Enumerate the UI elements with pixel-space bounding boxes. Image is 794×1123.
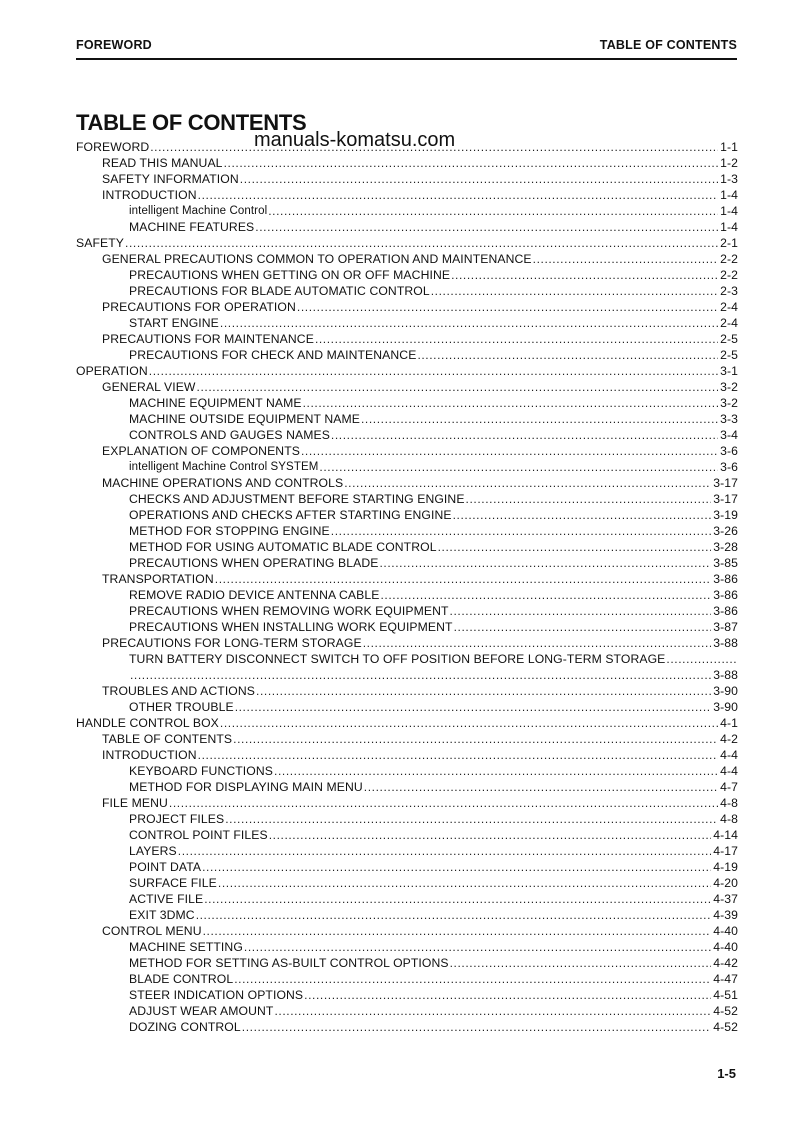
toc-entry-title: EXIT 3DMC bbox=[129, 908, 195, 922]
toc-entry bbox=[76, 586, 738, 602]
toc-entry bbox=[76, 778, 738, 794]
toc-leader-dots bbox=[466, 492, 712, 506]
toc-entry-page: 4-8 bbox=[720, 796, 738, 810]
toc-entry bbox=[76, 346, 738, 362]
toc-leader-dots bbox=[268, 204, 718, 218]
toc-entry bbox=[76, 698, 738, 714]
toc-entry-title: METHOD FOR SETTING AS-BUILT CONTROL OPTIONS bbox=[129, 956, 449, 970]
toc-entry-page: 3-87 bbox=[713, 620, 738, 634]
toc-entry bbox=[76, 506, 738, 522]
toc-entry-title: POINT DATA bbox=[129, 860, 202, 874]
toc-entry-title: FOREWORD bbox=[76, 140, 150, 154]
toc-entry-page: 4-40 bbox=[713, 940, 738, 954]
toc-entry-page: 3-86 bbox=[713, 588, 738, 602]
toc-entry-title: PRECAUTIONS FOR OPERATION bbox=[102, 300, 296, 314]
toc-entry-title: CONTROL MENU bbox=[102, 924, 202, 938]
toc-entry bbox=[76, 842, 738, 858]
toc-entry bbox=[76, 314, 738, 330]
toc-entry-page: 3-2 bbox=[720, 396, 738, 410]
toc-entry bbox=[76, 282, 738, 298]
toc-entry-page: 3-1 bbox=[720, 364, 738, 378]
toc-leader-dots bbox=[198, 188, 718, 202]
toc-entry-title: GENERAL PRECAUTIONS COMMON TO OPERATION AND MAINTENANCE bbox=[102, 252, 532, 266]
toc-entry-page: 3-6 bbox=[720, 460, 738, 474]
toc-leader-dots bbox=[169, 796, 718, 810]
toc-entry bbox=[76, 330, 738, 346]
toc-entry bbox=[76, 154, 738, 170]
toc-leader-dots bbox=[218, 876, 711, 890]
toc-entry-title: INTRODUCTION bbox=[102, 748, 197, 762]
toc-entry-page: 1-4 bbox=[720, 220, 738, 234]
toc-entry-title: DOZING CONTROL bbox=[129, 1020, 241, 1034]
toc-entry-title: MACHINE OPERATIONS AND CONTROLS bbox=[102, 476, 344, 490]
toc-leader-dots bbox=[178, 844, 711, 858]
toc-entry-title: ADJUST WEAR AMOUNT bbox=[129, 1004, 274, 1018]
toc-entry-title: CHECKS AND ADJUSTMENT BEFORE STARTING ENGINE bbox=[129, 492, 465, 506]
toc-entry-title: MACHINE SETTING bbox=[129, 940, 243, 954]
toc-entry bbox=[76, 394, 738, 410]
toc-leader-dots bbox=[220, 716, 718, 730]
toc-entry bbox=[76, 986, 738, 1002]
toc-entry bbox=[76, 650, 738, 666]
toc-entry-page: 1-3 bbox=[720, 172, 738, 186]
toc-entry-page: 2-5 bbox=[720, 348, 738, 362]
toc-entry-page: 3-88 bbox=[713, 668, 738, 682]
toc-entry-title: PRECAUTIONS WHEN REMOVING WORK EQUIPMENT bbox=[129, 604, 449, 618]
toc-entry-title: FILE MENU bbox=[102, 796, 168, 810]
toc-leader-dots bbox=[319, 460, 718, 474]
toc-entry bbox=[76, 682, 738, 698]
toc-entry-page: 4-37 bbox=[713, 892, 738, 906]
toc-entry-title: OPERATIONS AND CHECKS AFTER STARTING ENGINE bbox=[129, 508, 452, 522]
toc-entry bbox=[76, 1018, 738, 1034]
toc-leader-dots bbox=[244, 940, 711, 954]
toc-entry bbox=[76, 218, 738, 234]
toc-entry-title: PRECAUTIONS FOR CHECK AND MAINTENANCE bbox=[129, 348, 417, 362]
toc-leader-dots bbox=[315, 332, 718, 346]
toc-leader-dots bbox=[431, 284, 718, 298]
toc-entry-page: 2-4 bbox=[720, 316, 738, 330]
toc-leader-dots bbox=[240, 172, 718, 186]
toc-leader-dots bbox=[234, 972, 711, 986]
toc-leader-dots bbox=[533, 252, 718, 266]
toc-entry-title: PRECAUTIONS WHEN GETTING ON OR OFF MACHINE bbox=[129, 268, 451, 282]
toc-entry-title: TROUBLES AND ACTIONS bbox=[102, 684, 256, 698]
toc-entry bbox=[76, 362, 738, 378]
toc-entry bbox=[76, 426, 738, 442]
toc-leader-dots bbox=[297, 300, 718, 314]
toc-leader-dots bbox=[438, 540, 712, 554]
toc-leader-dots bbox=[331, 428, 718, 442]
toc-entry-page: 4-47 bbox=[713, 972, 738, 986]
toc-entry-title: PRECAUTIONS FOR BLADE AUTOMATIC CONTROL bbox=[129, 284, 430, 298]
toc-entry-title: METHOD FOR STOPPING ENGINE bbox=[129, 524, 330, 538]
toc-leader-dots bbox=[344, 476, 711, 490]
toc-entry bbox=[76, 954, 738, 970]
toc-leader-dots bbox=[304, 988, 711, 1002]
toc-entry-title: OTHER TROUBLE bbox=[129, 700, 234, 714]
toc-leader-dots bbox=[450, 604, 712, 618]
toc-entry bbox=[76, 666, 738, 682]
toc-entry bbox=[76, 794, 738, 810]
toc-entry bbox=[76, 634, 738, 650]
toc-leader-dots bbox=[220, 316, 718, 330]
toc-entry-title: PRECAUTIONS WHEN OPERATING BLADE bbox=[129, 556, 379, 570]
toc-leader-dots bbox=[364, 780, 718, 794]
toc-entry-page: 4-1 bbox=[720, 716, 738, 730]
toc-leader-dots bbox=[224, 156, 719, 170]
toc-leader-dots bbox=[363, 636, 711, 650]
toc-entry-page: 4-39 bbox=[713, 908, 738, 922]
toc-entry bbox=[76, 906, 738, 922]
toc-entry bbox=[76, 618, 738, 634]
toc-leader-dots bbox=[451, 268, 718, 282]
toc-entry bbox=[76, 266, 738, 282]
toc-entry-title: intelligent Machine Control SYSTEM bbox=[129, 461, 319, 473]
page-number: 1-5 bbox=[717, 1066, 736, 1081]
toc-entry bbox=[76, 170, 738, 186]
toc-leader-dots bbox=[196, 908, 712, 922]
toc-entry bbox=[76, 714, 738, 730]
toc-entry-title: METHOD FOR DISPLAYING MAIN MENU bbox=[129, 780, 363, 794]
toc-leader-dots bbox=[379, 556, 711, 570]
toc-leader-dots bbox=[255, 220, 718, 234]
toc-entry-title: STEER INDICATION OPTIONS bbox=[129, 988, 304, 1002]
toc-entry-title: INTRODUCTION bbox=[102, 188, 197, 202]
toc-entry bbox=[76, 474, 738, 490]
toc-entry-page: 3-6 bbox=[720, 444, 738, 458]
toc-entry bbox=[76, 858, 738, 874]
toc-entry-page: 3-28 bbox=[713, 540, 738, 554]
toc-leader-dots bbox=[381, 588, 712, 602]
page-header bbox=[76, 38, 737, 60]
watermark-text: manuals-komatsu.com bbox=[254, 129, 456, 151]
toc-entry-page: 4-14 bbox=[713, 828, 738, 842]
toc-leader-dots bbox=[215, 572, 711, 586]
toc-entry bbox=[76, 810, 738, 826]
toc-entry-page: 4-8 bbox=[720, 812, 738, 826]
toc-entry-title: intelligent Machine Control bbox=[129, 205, 268, 217]
toc-entry bbox=[76, 202, 738, 218]
toc-entry-page: 4-2 bbox=[720, 732, 738, 746]
toc-entry-title: OPERATION bbox=[76, 364, 148, 378]
toc-entry-page: 1-4 bbox=[720, 188, 738, 202]
toc-leader-dots bbox=[666, 652, 736, 666]
toc-entry-title: ACTIVE FILE bbox=[129, 892, 204, 906]
toc-entry-title: METHOD FOR USING AUTOMATIC BLADE CONTROL bbox=[129, 540, 437, 554]
toc-leader-dots bbox=[233, 732, 718, 746]
toc-entry-title: TRANSPORTATION bbox=[102, 572, 214, 586]
header-chapter-label: TABLE OF CONTENTS bbox=[599, 38, 737, 52]
toc-entry-page: 4-4 bbox=[720, 748, 738, 762]
header-section-label: FOREWORD bbox=[76, 38, 152, 52]
toc-entry-title: GENERAL VIEW bbox=[102, 380, 196, 394]
toc-entry bbox=[76, 522, 738, 538]
toc-entry bbox=[76, 938, 738, 954]
toc-entry-page: 3-4 bbox=[720, 428, 738, 442]
toc-leader-dots bbox=[242, 1020, 711, 1034]
toc-entry bbox=[76, 298, 738, 314]
toc-entry bbox=[76, 410, 738, 426]
toc-entry-title: CONTROLS AND GAUGES NAMES bbox=[129, 428, 330, 442]
toc-leader-dots bbox=[150, 140, 718, 154]
toc-entry-page: 4-17 bbox=[713, 844, 738, 858]
toc-entry-title: BLADE CONTROL bbox=[129, 972, 234, 986]
toc-entry-title: PROJECT FILES bbox=[129, 812, 225, 826]
toc-entry-page: 3-17 bbox=[713, 476, 738, 490]
toc-entry bbox=[76, 730, 738, 746]
toc-entry-page: 3-90 bbox=[713, 700, 738, 714]
toc-entry bbox=[76, 234, 738, 250]
toc-entry-page: 3-26 bbox=[713, 524, 738, 538]
toc-entry-title: HANDLE CONTROL BOX bbox=[76, 716, 219, 730]
toc-entry-page: 3-90 bbox=[713, 684, 738, 698]
toc-entry-title: KEYBOARD FUNCTIONS bbox=[129, 764, 274, 778]
toc-leader-dots bbox=[198, 748, 718, 762]
toc-entry-page: 3-86 bbox=[713, 604, 738, 618]
table-of-contents bbox=[76, 138, 738, 1034]
toc-leader-dots bbox=[453, 508, 712, 522]
toc-entry bbox=[76, 746, 738, 762]
toc-entry-title: MACHINE FEATURES bbox=[129, 220, 255, 234]
toc-leader-dots bbox=[202, 860, 711, 874]
toc-leader-dots bbox=[274, 1004, 711, 1018]
page-title: TABLE OF CONTENTS bbox=[76, 110, 307, 135]
toc-leader-dots bbox=[235, 700, 712, 714]
toc-entry bbox=[76, 1002, 738, 1018]
toc-entry-title: READ THIS MANUAL bbox=[102, 156, 223, 170]
toc-entry bbox=[76, 458, 738, 474]
toc-entry bbox=[76, 602, 738, 618]
toc-entry-page: 4-19 bbox=[713, 860, 738, 874]
toc-entry-title: SURFACE FILE bbox=[129, 876, 217, 890]
toc-leader-dots bbox=[225, 812, 718, 826]
toc-entry-page: 3-19 bbox=[713, 508, 738, 522]
toc-entry-title: SAFETY INFORMATION bbox=[102, 172, 239, 186]
toc-entry-page: 4-52 bbox=[713, 1020, 738, 1034]
toc-entry-title: CONTROL POINT FILES bbox=[129, 828, 268, 842]
toc-leader-dots bbox=[301, 444, 718, 458]
toc-entry-page: 3-3 bbox=[720, 412, 738, 426]
toc-entry bbox=[76, 186, 738, 202]
toc-leader-dots bbox=[454, 620, 712, 634]
toc-entry-page: 4-40 bbox=[713, 924, 738, 938]
toc-entry-page: 2-1 bbox=[720, 236, 738, 250]
toc-leader-dots bbox=[269, 828, 712, 842]
toc-entry-page: 2-4 bbox=[720, 300, 738, 314]
toc-entry-page: 4-20 bbox=[713, 876, 738, 890]
toc-entry bbox=[76, 970, 738, 986]
toc-entry-title: START ENGINE bbox=[129, 316, 219, 330]
toc-entry bbox=[76, 442, 738, 458]
toc-entry-page: 2-2 bbox=[720, 252, 738, 266]
toc-entry bbox=[76, 378, 738, 394]
toc-entry bbox=[76, 250, 738, 266]
toc-entry-page: 3-86 bbox=[713, 572, 738, 586]
toc-entry bbox=[76, 538, 738, 554]
toc-entry-page: 4-42 bbox=[713, 956, 738, 970]
toc-entry-page: 2-2 bbox=[720, 268, 738, 282]
toc-entry-title: REMOVE RADIO DEVICE ANTENNA CABLE bbox=[129, 588, 380, 602]
toc-entry bbox=[76, 570, 738, 586]
toc-entry-title: TURN BATTERY DISCONNECT SWITCH TO OFF POSITION BEFORE LONG-TERM STORAGE bbox=[129, 652, 666, 666]
toc-leader-dots bbox=[203, 924, 712, 938]
toc-entry bbox=[76, 874, 738, 890]
toc-entry bbox=[76, 762, 738, 778]
toc-entry-title: MACHINE OUTSIDE EQUIPMENT NAME bbox=[129, 412, 360, 426]
toc-entry-title: PRECAUTIONS FOR LONG-TERM STORAGE bbox=[102, 636, 362, 650]
toc-entry bbox=[76, 554, 738, 570]
toc-leader-dots bbox=[256, 684, 711, 698]
toc-leader-dots bbox=[204, 892, 711, 906]
toc-entry bbox=[76, 490, 738, 506]
toc-entry-page: 1-1 bbox=[720, 140, 738, 154]
toc-entry-title: EXPLANATION OF COMPONENTS bbox=[102, 444, 300, 458]
toc-entry-title: LAYERS bbox=[129, 844, 177, 858]
toc-leader-dots bbox=[303, 396, 718, 410]
toc-entry-page: 1-4 bbox=[720, 204, 738, 218]
toc-entry-title: PRECAUTIONS WHEN INSTALLING WORK EQUIPMENT bbox=[129, 620, 453, 634]
toc-leader-dots bbox=[274, 764, 718, 778]
toc-entry-page: 4-52 bbox=[713, 1004, 738, 1018]
toc-entry-title: SAFETY bbox=[76, 236, 125, 250]
toc-entry-page: 3-17 bbox=[713, 492, 738, 506]
toc-entry-page: 2-3 bbox=[720, 284, 738, 298]
toc-entry-page: 3-85 bbox=[713, 556, 738, 570]
toc-entry bbox=[76, 890, 738, 906]
toc-leader-dots bbox=[130, 668, 711, 682]
toc-leader-dots bbox=[450, 956, 712, 970]
toc-entry bbox=[76, 922, 738, 938]
toc-entry bbox=[76, 826, 738, 842]
toc-entry bbox=[76, 138, 738, 154]
toc-entry-page: 4-7 bbox=[720, 780, 738, 794]
toc-entry-page: 3-2 bbox=[720, 380, 738, 394]
toc-leader-dots bbox=[331, 524, 711, 538]
toc-entry-page: 3-88 bbox=[713, 636, 738, 650]
toc-leader-dots bbox=[417, 348, 718, 362]
toc-entry-title: TABLE OF CONTENTS bbox=[102, 732, 233, 746]
toc-entry-page: 1-2 bbox=[720, 156, 738, 170]
toc-leader-dots bbox=[361, 412, 718, 426]
toc-entry-title: MACHINE EQUIPMENT NAME bbox=[129, 396, 302, 410]
toc-entry-page: 2-5 bbox=[720, 332, 738, 346]
toc-entry-title: PRECAUTIONS FOR MAINTENANCE bbox=[102, 332, 314, 346]
toc-entry-page: 4-4 bbox=[720, 764, 738, 778]
toc-leader-dots bbox=[197, 380, 719, 394]
toc-leader-dots bbox=[125, 236, 718, 250]
toc-entry-page: 4-51 bbox=[713, 988, 738, 1002]
toc-leader-dots bbox=[149, 364, 718, 378]
